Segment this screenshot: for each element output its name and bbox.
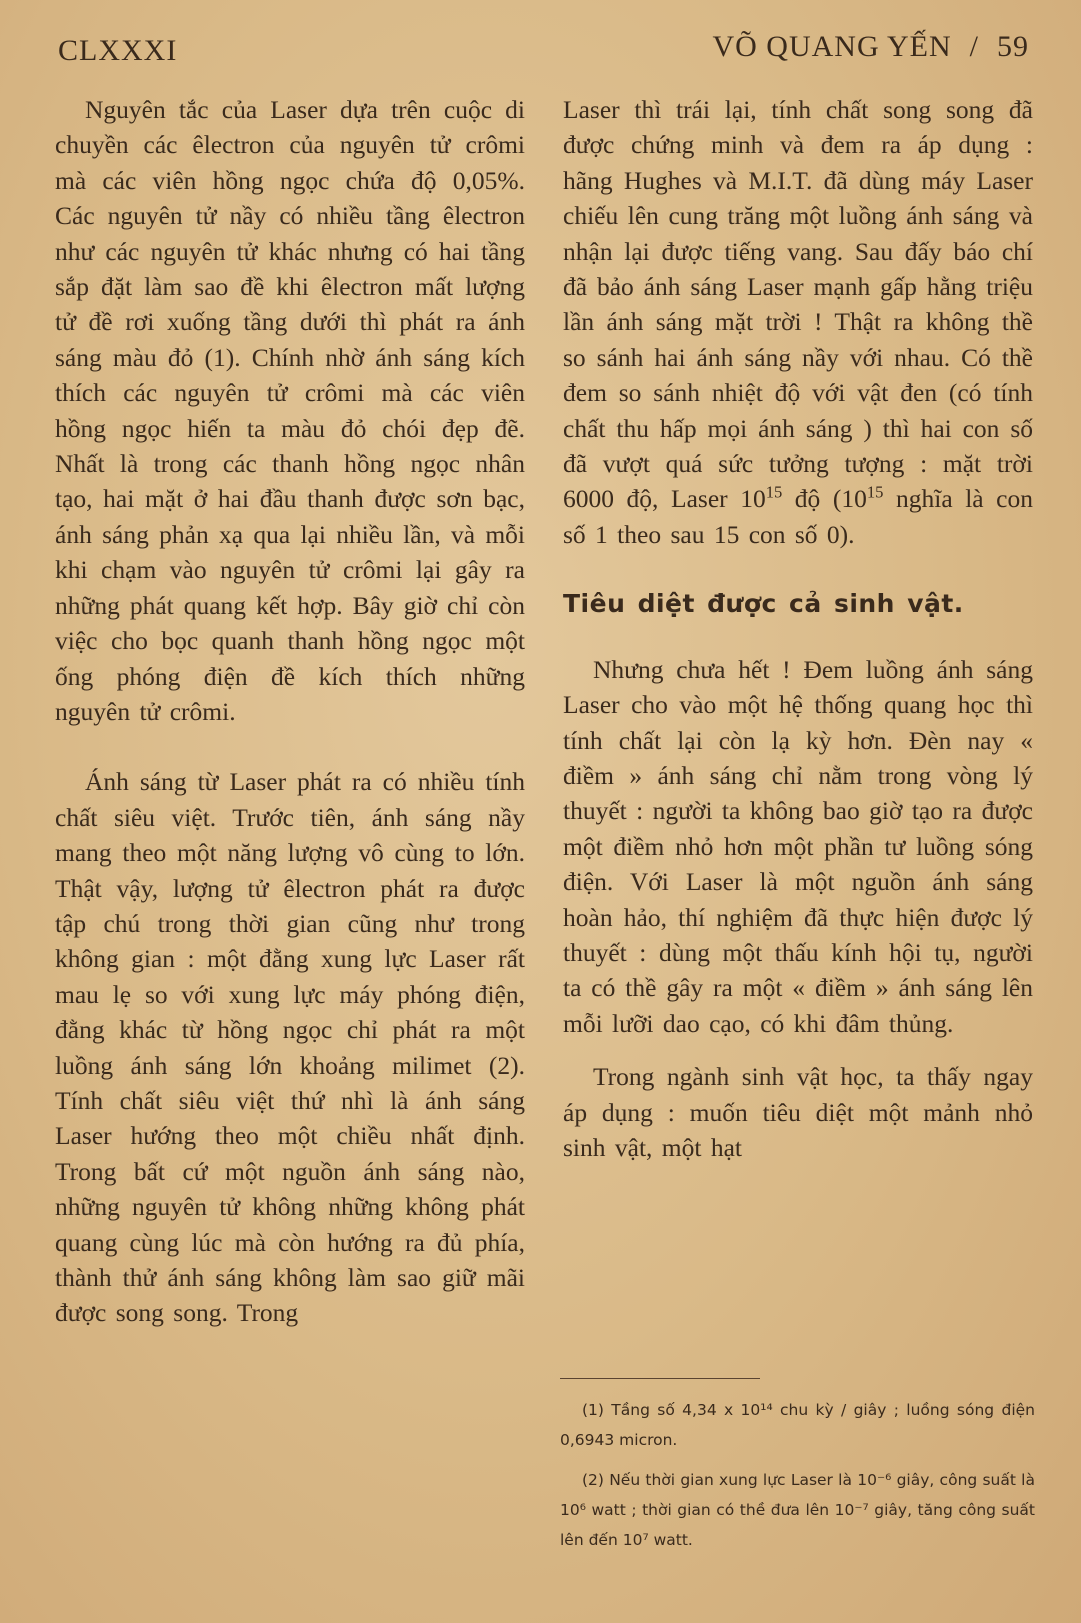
footnotes [560,1378,1035,1565]
paragraph: Laser thì trái lại, tính chất song song đã được chứng minh và đem ra áp dụng : hãng Hughes và M.I.T. đã dùng máy Laser chiếu lên cung trăng một luồng ánh sáng và nhận lại được tiếng vang. Sau đấy báo chí đã bảo ánh sáng Laser mạnh gấp hằng triệu lần ánh sáng mặt trời ! Thật ra không thề so sánh hai ánh sáng nầy với nhau. Có thề đem so sánh nhiệt độ với vật đen (có tính chất thu hấp mọi ánh sáng ) thì hai con số đã vượt quá sức tưởng tượng : mặt trời 6000 độ, Laser $10^{15}$ độ ($10^{15}$ nghĩa là con số 1 theo sau 15 con số 0). [563,95,1033,549]
footnote-rule [560,1378,760,1379]
paragraph: Nguyên tắc của Laser dựa trên cuộc di chuyền các êlectron của nguyên tử crômi mà các viên hồng ngọc chứa độ 0,05%. Các nguyên tử nầy có nhiều tầng êlectron như các nguyên tử khác nhưng có hai tầng sắp đặt làm sao đề khi êlectron mất lượng tử đề rơi xuống tầng dưới thì phát ra ánh sáng màu đỏ (1). Chính nhờ ánh sáng kích thích các nguyên tử crômi mà các viên hồng ngọc hiến ta màu đỏ chói đẹp đẽ. Nhất là trong các thanh hồng ngọc nhân tạo, hai mặt ở hai đầu thanh được sơn bạc, ánh sáng phản xạ qua lại nhiều lần, và mỗi khi chạm vào nguyên tử crômi lại gây ra những phát quang kết hợp. Bây giờ chỉ còn việc cho bọc quanh thanh hồng ngọc một ống phóng điện đề kích thích những nguyên tử crômi. [55,95,525,726]
header-separator: / [969,30,979,63]
right-column [563,92,1033,1165]
page-number: 59 [997,30,1029,63]
running-head [712,30,1029,64]
footnote-1: (1) Tầng số 4,34 x 10¹⁴ chu kỳ / giây ; luồng sóng điện 0,6943 micron. [560,1401,1035,1449]
section-subheading: Tiêu diệt được cả sinh vật. [563,589,964,619]
footnote-2: (2) Nếu thời gian xung lực Laser là 10⁻⁶ giây, công suất là 10⁶ watt ; thời gian có thề đưa lên 10⁻⁷ giây, tăng công suất lên đến 10⁷ watt. [560,1471,1035,1549]
section-number: CLXXXI [58,34,178,67]
paragraph: Nhưng chưa hết ! Đem luồng ánh sáng Laser cho vào một hệ thống quang học thì tính chất lại còn lạ kỳ hơn. Đèn nay « điềm » ánh sáng chỉ nằm trong vòng lý thuyết : người ta không bao giờ tạo ra được một điềm nhỏ hơn một phần tư luồng sóng điện. Với Laser là một nguồn ánh sáng hoàn hảo, thí nghiệm đã thực hiện được lý thuyết : dùng một thấu kính hội tụ, người ta có thề gây ra một « điềm » ánh sáng lên mỗi lưỡi dao cạo, có khi đâm thủng. [563,654,1033,1038]
author-name: VÕ QUANG YẾN [712,30,952,63]
paragraph: Ánh sáng từ Laser phát ra có nhiều tính chất siêu việt. Trước tiên, ánh sáng nầy mang theo một năng lượng vô cùng to lớn. Thật vậy, lượng tử êlectron phát ra được tập chú trong thời gian cũng như trong không gian : một đằng xung lực Laser rất mau lẹ so với xung lực máy phóng điện, đằng khác từ hồng ngọc chỉ phát ra một luồng ánh sáng lớn khoảng milimet (2). Tính chất siêu việt thứ nhì là ánh sáng Laser hướng theo một chiều nhất định. Trong bất cứ một nguồn ánh sáng nào, những nguyên tử không những không phát quang cùng lúc mà còn hướng ra đủ phía, thành thử ánh sáng không làm sao giữ mãi được song song. Trong [55,767,525,1328]
paragraph: Trong ngành sinh vật học, ta thấy ngay áp dụng : muốn tiêu diệt một mảnh nhỏ sinh vật, một hạt [563,1062,1033,1162]
page-header [52,26,1029,70]
left-column [55,92,525,1331]
